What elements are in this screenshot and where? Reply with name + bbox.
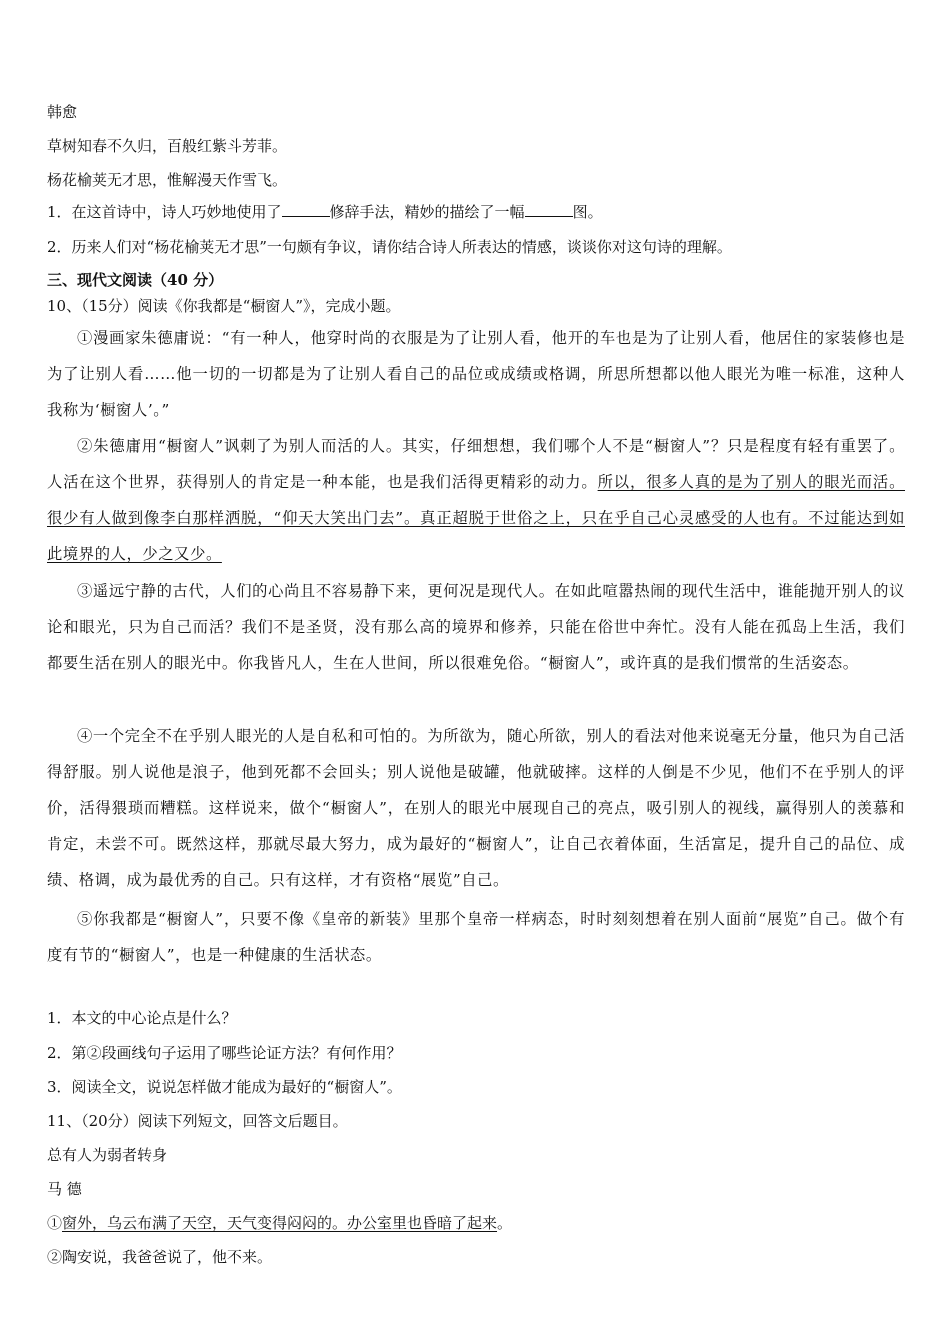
question-10-sub-3: 3．阅读全文，说说怎样做才能成为最好的“橱窗人”。 [47, 1078, 402, 1096]
question-10-sub-2: 2．第②段画线句子运用了哪些论证方法？有何作用？ [47, 1044, 402, 1062]
poem-question-1-part-c: 图。 [572, 203, 603, 221]
poem-question-1 [47, 202, 907, 222]
story-paragraph-1-number: ① [47, 1214, 63, 1232]
poem-line-2: 杨花榆荚无才思，惟解漫天作雪飞。 [47, 171, 288, 189]
paragraph-2-underlined-sentence: 所以，很多人真的是为了别人的眼光而活。很少有人做到像李白那样洒脱，“仰天大笑出门去”。真正超脱于世俗之上，只在乎自己心灵感受的人也有。不过能达到如此境界的人，少之又少。 [47, 473, 906, 563]
passage-paragraph-3: ③遥远宁静的古代，人们的心尚且不容易静下来，更何况是现代人。在如此喧嚣热闹的现代生活中，谁能抛开别人的议论和眼光，只为自己而活？我们不是圣贤，没有那么高的境界和修养，只能在俗世中奔忙。没有人能在孤岛上生活，我们都要生活在别人的眼光中。你我皆凡人，生在人世间，所以很难免俗。“橱窗人”，或许真的是我们惯常的生活姿态。 [47, 582, 905, 672]
answer-blank-1 [282, 202, 330, 217]
passage-paragraph-2 [47, 428, 905, 572]
story-paragraph-1-underlined: 窗外，乌云布满了天空，天气变得闷闷的。办公室里也昏暗了起来 [62, 1214, 498, 1232]
poem-question-1-part-a: 1．在这首诗中，诗人巧妙地使用了 [47, 203, 282, 221]
story-paragraph-2: ②陶安说，我爸爸说了，他不来。 [47, 1248, 273, 1266]
paragraph-2-text: ②朱德庸用“橱窗人”讽刺了为别人而活的人。其实，仔细想想，我们哪个人不是“橱窗人”？只是程度有轻有重罢了。人活在这个世界，获得别人的肯定是一种本能，也是我们活得更精彩的动力。 [47, 437, 905, 491]
poem-question-2: 2．历来人们对“杨花榆荚无才思”一句颇有争议，请你结合诗人所表达的情感，谈谈你对这句诗的理解。 [47, 238, 732, 256]
passage-paragraph-5: ⑤你我都是“橱窗人”，只要不像《皇帝的新装》里那个皇帝一样病态，时时刻刻想着在别人面前“展览”自己。做个有度有节的“橱窗人”，也是一种健康的生活状态。 [47, 910, 905, 964]
story-paragraph-1 [47, 1213, 907, 1233]
story-author: 马 德 [47, 1180, 82, 1198]
story-title: 总有人为弱者转身 [47, 1146, 168, 1164]
answer-blank-2 [525, 202, 573, 217]
poem-line-1: 草树知春不久归，百般红紫斗芳菲。 [47, 137, 288, 155]
passage-paragraph-4: ④一个完全不在乎别人眼光的人是自私和可怕的。为所欲为，随心所欲，别人的看法对他来说毫无分量，他只为自己活得舒服。别人说他是浪子，他到死都不会回头；别人说他是破罐，他就破摔。这样的人倒是不少见，他们不在乎别人的评价，活得猥琐而糟糕。这样说来，做个“橱窗人”，在别人的眼光中展现自己的亮点，吸引别人的视线，赢得别人的羡慕和肯定，未尝不可。既然这样，那就尽最大努力，成为最好的“橱窗人”，让自己衣着体面，生活富足，提升自己的品位、成绩、格调，成为最优秀的自己。只有这样，才有资格“展览”自己。 [47, 727, 905, 889]
question-11-intro: 11、（20分）阅读下列短文，回答文后题目。 [47, 1112, 348, 1130]
story-paragraph-1-end: 。 [497, 1214, 513, 1232]
question-10-sub-1: 1．本文的中心论点是什么？ [47, 1009, 237, 1027]
question-10-intro: 10、（15分）阅读《你我都是“橱窗人”》，完成小题。 [47, 297, 401, 315]
poem-author: 韩愈 [47, 103, 78, 121]
passage-paragraph-1: ①漫画家朱德庸说：“有一种人，他穿时尚的衣服是为了让别人看，他开的车也是为了让别人看，他居住的家装修也是为了让别人看……他一切的一切都是为了让别人看自己的品位或成绩或格调，所思所想都以他人眼光为唯一标准，这种人我称为‘橱窗人’。” [47, 329, 905, 419]
poem-question-1-part-b: 修辞手法，精妙的描绘了一幅 [329, 203, 525, 221]
section-3-heading: 三、现代文阅读（40 分） [47, 271, 224, 289]
